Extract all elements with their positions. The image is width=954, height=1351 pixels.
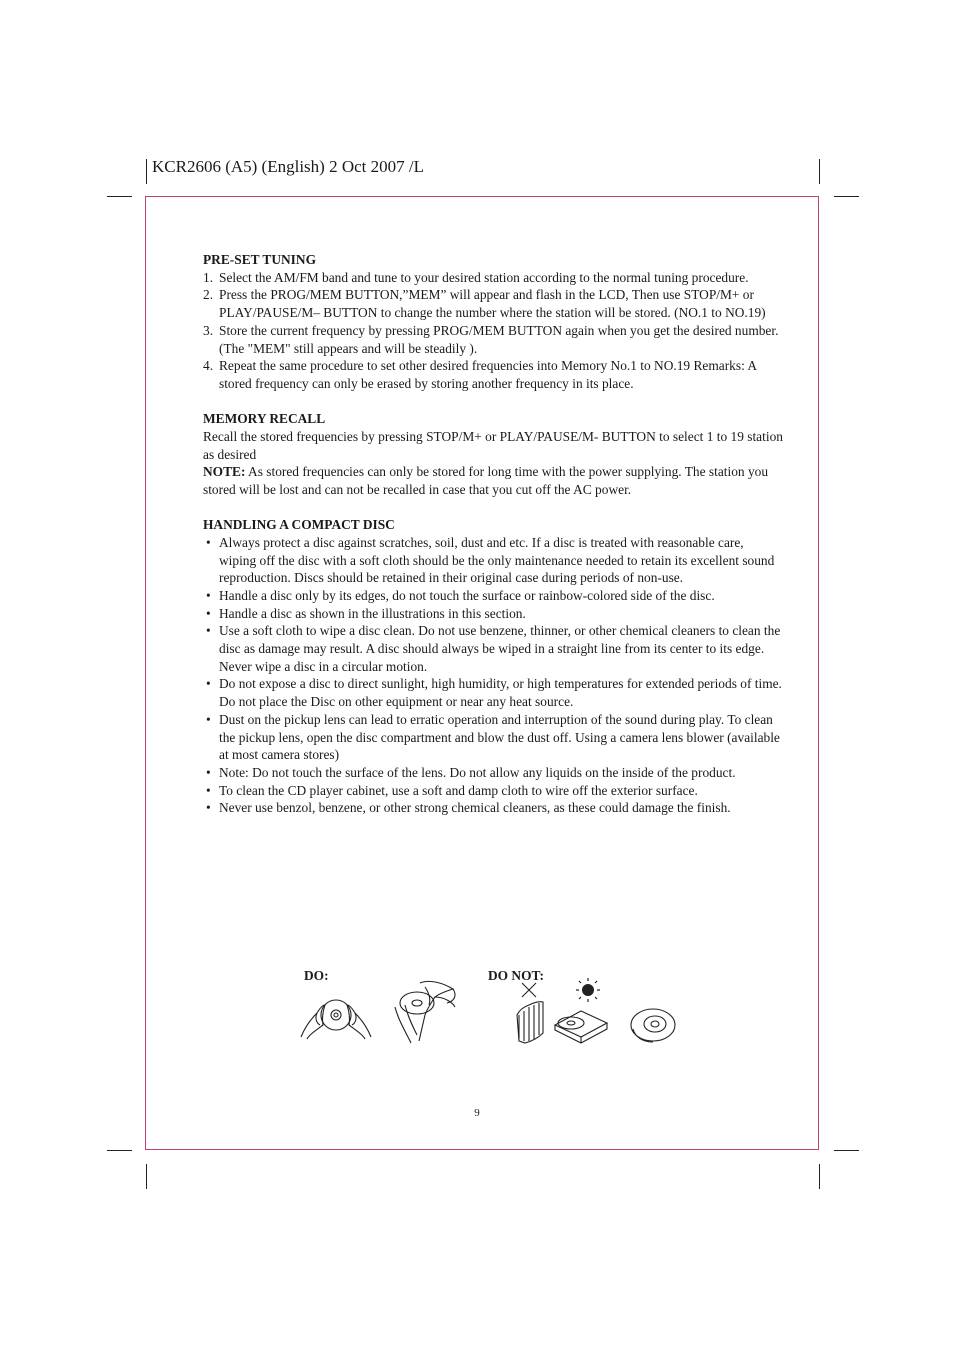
- list-item: • Handle a disc only by its edges, do not touch the surface or rainbow-colored side of the disc.: [203, 587, 783, 605]
- disc-on-equipment-icon: [555, 1011, 607, 1043]
- crop-mark-top-left-horizontal: [107, 196, 132, 197]
- preset-tuning-heading: PRE-SET TUNING: [203, 252, 316, 267]
- crop-mark-top-right-vertical: [819, 159, 820, 184]
- hand-wiping-disc-icon: [395, 981, 455, 1043]
- do-illustration: [295, 975, 465, 1050]
- memory-recall-section: [203, 410, 783, 499]
- note-label: NOTE:: [203, 464, 246, 480]
- handling-disc-section: [203, 516, 783, 817]
- cross-mark-icon: [522, 983, 536, 997]
- page-content: [203, 251, 783, 835]
- list-item: • Note: Do not touch the surface of the lens. Do not allow any liquids on the inside of the product.: [203, 764, 783, 782]
- step-text: Store the current frequency by pressing PROG/MEM BUTTON again when you get the desired number. (The "MEM" still appears and will be steadily ).: [219, 322, 779, 356]
- memory-recall-text: Recall the stored frequencies by pressing STOP/M+ or PLAY/PAUSE/M- BUTTON to select 1 to 19 station as desired: [203, 428, 783, 462]
- list-item: • Always protect a disc against scratches, soil, dust and etc. If a disc is treated with reasonable care, wiping off the disc with a soft cloth should be the only maintenance needed to retain its excellent sound reproduction. Discs should be retained in their original case during periods of non-use.: [203, 534, 783, 587]
- sun-icon: [576, 978, 600, 1002]
- list-item: • Never use benzol, benzene, or other strong chemical cleaners, as these could damage the finish.: [203, 799, 783, 817]
- step-number: 2.: [203, 287, 214, 303]
- crop-mark-bottom-left-horizontal: [107, 1150, 132, 1151]
- list-item: [203, 286, 783, 321]
- list-item: • Use a soft cloth to wipe a disc clean. Do not use benzene, thinner, or other chemical cleaners to clean the disc as damage may result. A disc should always be wiped in a straight line from its center to its edge. Never wipe a disc in a circular motion.: [203, 622, 783, 675]
- step-text: Select the AM/FM band and tune to your desired station according to the normal tuning procedure.: [219, 269, 749, 285]
- list-item: • Dust on the pickup lens can lead to erratic operation and interruption of the sound during play. To clean the pickup lens, open the disc compartment and blow the dust off. Using a camera lens blower (available at most camera stores): [203, 711, 783, 764]
- step-text: Press the PROG/MEM BUTTON,”MEM” will appear and flash in the LCD, Then use STOP/M+ or PLAY/PAUSE/M– BUTTON to change the number where the station will be stored. (NO.1 to NO.19): [219, 287, 766, 321]
- page-number: 9: [474, 1107, 480, 1119]
- crop-mark-bottom-right-horizontal: [834, 1150, 859, 1151]
- list-item: • Do not expose a disc to direct sunlight, high humidity, or high temperatures for extended periods of time. Do not place the Disc on other equipment or near any heat source.: [203, 675, 783, 710]
- do-label: DO:: [304, 968, 329, 983]
- heater-icon: [517, 1002, 543, 1043]
- list-item: [203, 269, 783, 287]
- step-number: 4.: [203, 358, 214, 374]
- do-not-illustration: [505, 975, 685, 1050]
- step-text: Repeat the same procedure to set other desired frequencies into Memory No.1 to NO.19 Remarks: A stored frequency can only be erased by storing another frequency in its place.: [219, 358, 757, 391]
- step-number: 1.: [203, 269, 214, 285]
- crop-mark-bottom-left-vertical: [146, 1164, 147, 1189]
- list-item: • Handle a disc as shown in the illustrations in this section.: [203, 605, 783, 623]
- crop-mark-top-right-horizontal: [834, 196, 859, 197]
- list-item: [203, 357, 783, 392]
- preset-tuning-section: [203, 251, 783, 393]
- crop-mark-bottom-right-vertical: [819, 1164, 820, 1189]
- crop-mark-top-left-vertical: [146, 159, 147, 184]
- step-number: 3.: [203, 322, 214, 338]
- note-text: As stored frequencies can only be stored for long time with the power supplying. The station you stored will be lost and can not be recalled in case that you cut off the AC power.: [203, 464, 769, 497]
- preset-tuning-steps: [203, 269, 783, 393]
- memory-recall-note: [203, 463, 783, 498]
- disc-exposed-icon: [631, 1009, 675, 1042]
- do-not-label: DO NOT:: [488, 968, 544, 983]
- document-header: KCR2606 (A5) (English) 2 Oct 2007 /L: [152, 157, 424, 176]
- hands-holding-disc-edges-icon: [301, 1000, 371, 1039]
- handling-disc-bullets: [203, 534, 783, 817]
- handling-disc-heading: HANDLING A COMPACT DISC: [203, 517, 395, 533]
- list-item: • To clean the CD player cabinet, use a soft and damp cloth to wire off the exterior surface.: [203, 782, 783, 800]
- list-item: [203, 322, 783, 357]
- memory-recall-heading: MEMORY RECALL: [203, 411, 326, 427]
